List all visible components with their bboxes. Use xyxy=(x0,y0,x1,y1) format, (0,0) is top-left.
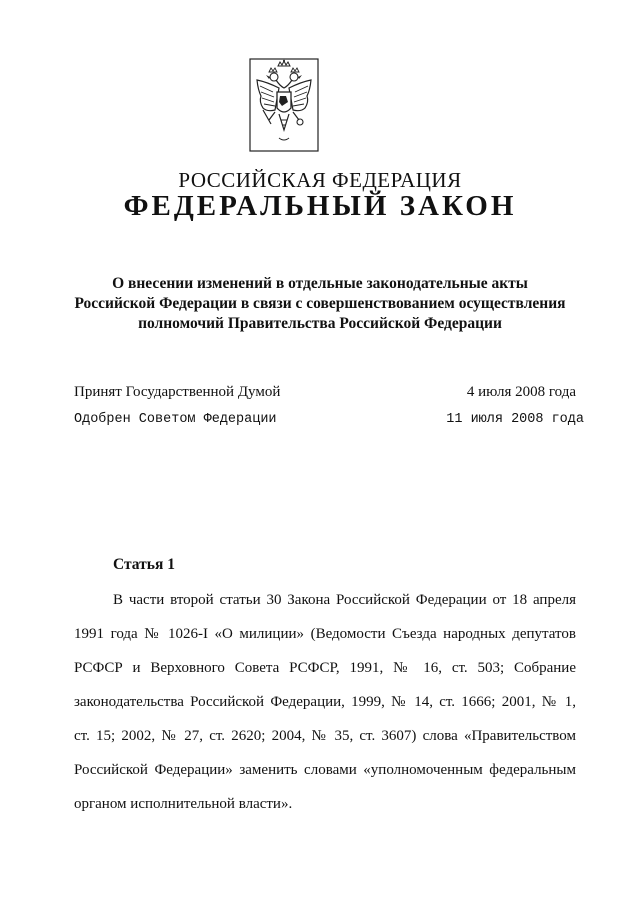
country-name: РОССИЙСКАЯ ФЕДЕРАЦИЯ xyxy=(178,168,462,192)
law-title-line: полномочий Правительства Российской Федерации xyxy=(138,315,502,332)
document-type: ФЕДЕРАЛЬНЫЙ ЗАКОН xyxy=(123,190,517,222)
coat-of-arms-emblem xyxy=(249,58,319,152)
russian-coat-of-arms-icon xyxy=(249,58,319,152)
article-text-line: В части второй статьи 30 Закона Российской Федерации от 18 апреля xyxy=(113,592,576,608)
law-title-line: Российской Федерации в связи с совершенствованием осуществления xyxy=(74,295,566,312)
article-text-line: законодательства Российской Федерации, 1999, № 14, ст. 1666; 2001, № 1, xyxy=(74,694,576,710)
article-heading: Статья 1 xyxy=(113,556,175,573)
adoption-label: Принят Государственной Думой xyxy=(74,384,281,400)
article-text-line: 1991 года № 1026-I «О милиции» (Ведомости Съезда народных депутатов xyxy=(74,626,576,642)
approval-date: 11 июля 2008 года xyxy=(446,412,584,427)
article-text-line: РСФСР и Верховного Совета РСФСР, 1991, № 16, ст. 503; Собрание xyxy=(74,660,576,676)
article-text-line: органом исполнительной власти». xyxy=(74,796,293,812)
adoption-date: 4 июля 2008 года xyxy=(466,384,576,400)
article-text-line: ст. 15; 2002, № 27, ст. 2620; 2004, № 35, ст. 3607) слова «Правительством xyxy=(74,728,576,744)
article-text-line: Российской Федерации» заменить словами «уполномоченным федеральным xyxy=(74,762,576,778)
law-title xyxy=(40,274,600,334)
approval-label: Одобрен Советом Федерации xyxy=(74,412,277,427)
law-title-line: О внесении изменений в отдельные законодательные акты xyxy=(112,275,528,292)
